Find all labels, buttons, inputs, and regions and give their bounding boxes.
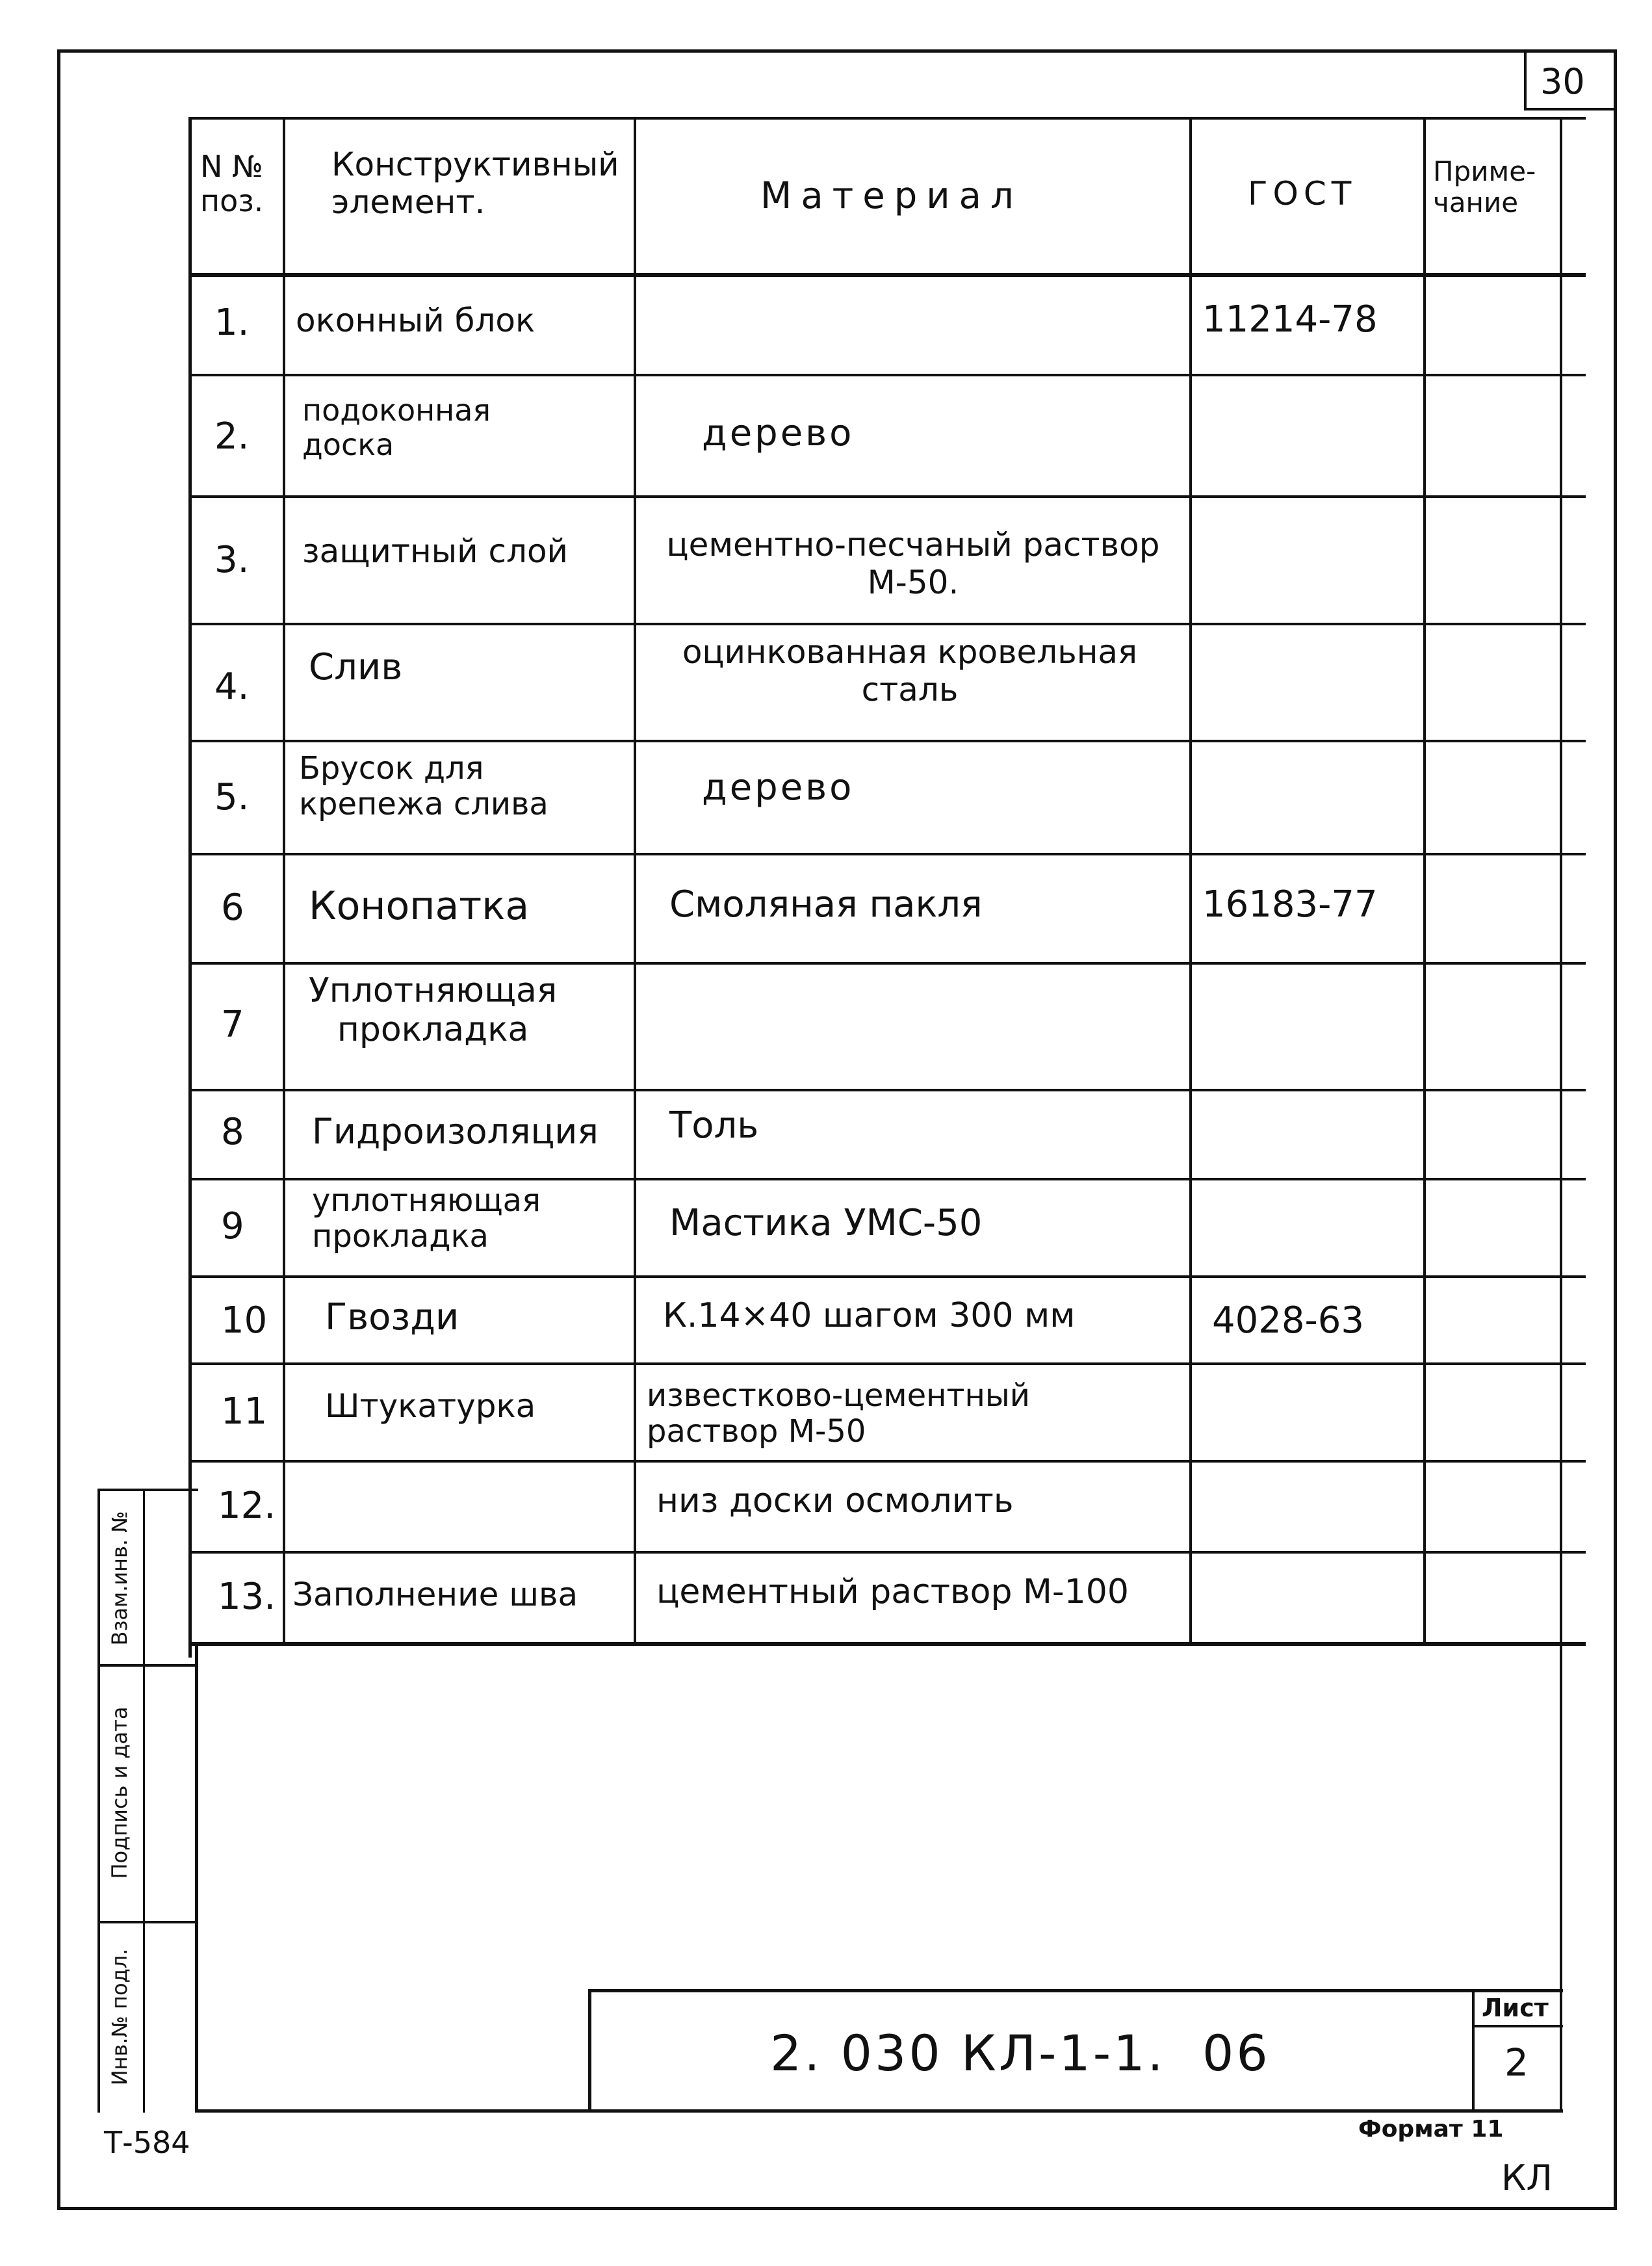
row-11-num: 11 xyxy=(221,1390,268,1433)
row-5-element: Брусок для крепежа слива xyxy=(299,750,549,823)
row-11-element: Штукатурка xyxy=(325,1387,536,1425)
row-line xyxy=(188,740,1586,742)
row-line xyxy=(188,1275,1586,1278)
footer-left-code: Т-584 xyxy=(104,2125,190,2160)
row-5-num: 5. xyxy=(214,776,250,818)
row-4-element: Слив xyxy=(309,646,403,688)
row-8-num: 8 xyxy=(221,1111,244,1153)
row-2-element: подоконная доска xyxy=(302,393,491,462)
sheet-value: 2 xyxy=(1504,2040,1529,2085)
sheet-number-box-left xyxy=(1524,52,1527,109)
side-stamp-field-1: Взам.инв. № xyxy=(107,1511,132,1646)
header-element: Конструктивный элемент. xyxy=(331,146,619,221)
side-stamp-left xyxy=(97,1489,100,2113)
title-block-sheet-sep xyxy=(1472,1989,1475,2113)
row-1-element: оконный блок xyxy=(296,302,536,339)
row-12-material: низ доски осмолить xyxy=(656,1481,1014,1520)
frame-right-line xyxy=(1614,49,1617,2210)
row-2-num: 2. xyxy=(214,415,250,458)
side-stamp-field-2: Подпись и дата xyxy=(107,1706,132,1879)
row-3-num: 3. xyxy=(214,539,250,581)
row-line xyxy=(188,374,1586,376)
row-13-num: 13. xyxy=(218,1576,276,1618)
row-1-num: 1. xyxy=(214,302,250,344)
col-sep-4 xyxy=(1423,117,1426,1645)
row-10-gost: 4028-63 xyxy=(1212,1299,1364,1342)
footer-initials: КЛ xyxy=(1501,2157,1553,2198)
sheet-label: Лист xyxy=(1482,1994,1549,2022)
table-border-right xyxy=(1560,117,1562,1645)
row-line xyxy=(188,1460,1586,1463)
row-3-element: защитный слой xyxy=(302,532,569,570)
row-6-element: Конопатка xyxy=(309,883,530,929)
sheet-number-top: 30 xyxy=(1540,61,1585,102)
col-sep-3 xyxy=(1189,117,1192,1645)
row-10-material: К.14×40 шагом 300 мм xyxy=(663,1296,1076,1335)
document-code: 2. 030 КЛ-1-1. 06 xyxy=(770,2024,1271,2082)
row-line xyxy=(188,1551,1586,1554)
col-sep-2 xyxy=(634,117,636,1645)
row-13-material: цементный раствор М-100 xyxy=(656,1572,1129,1611)
row-line xyxy=(188,1362,1586,1365)
spec-table xyxy=(188,117,1586,1658)
row-line xyxy=(188,853,1586,855)
row-13-element: Заполнение шва xyxy=(292,1576,578,1613)
col-sep-1 xyxy=(283,117,285,1645)
frame-left-line xyxy=(57,49,60,2210)
row-line xyxy=(188,962,1586,965)
row-5-material: дерево xyxy=(702,766,855,809)
title-block-left xyxy=(588,1989,591,2113)
row-8-element: Гидроизоляция xyxy=(312,1111,599,1152)
side-stamp xyxy=(97,1489,198,2113)
table-bottom-line xyxy=(188,1642,1586,1646)
header-material: Материал xyxy=(760,175,1023,217)
footer-format: Формат 11 xyxy=(1358,2116,1504,2142)
title-block-top xyxy=(588,1989,1563,1992)
row-7-num: 7 xyxy=(221,1004,244,1046)
header-bottom-line xyxy=(188,273,1586,277)
row-4-num: 4. xyxy=(214,666,250,708)
row-line xyxy=(188,1089,1586,1091)
row-9-element: уплотняющая прокладка xyxy=(312,1182,541,1255)
row-1-gost: 11214-78 xyxy=(1202,298,1378,341)
row-11-material: известково-цементный раствор М-50 xyxy=(647,1377,1030,1450)
title-block-sheet-label-sep xyxy=(1472,2025,1563,2027)
header-note: Приме- чание xyxy=(1433,155,1536,219)
row-9-num: 9 xyxy=(221,1205,244,1247)
row-line xyxy=(188,623,1586,625)
frame-top-line xyxy=(57,49,1617,53)
row-7-element: Уплотняющая прокладка xyxy=(309,971,558,1049)
row-line xyxy=(188,495,1586,498)
row-10-num: 10 xyxy=(221,1299,268,1342)
row-line xyxy=(188,1178,1586,1180)
header-num: N № поз. xyxy=(200,149,264,218)
row-9-material: Мастика УМС-50 xyxy=(669,1202,983,1244)
header-gost: ГОСТ xyxy=(1248,175,1357,213)
side-stamp-field-3: Инв.№ подл. xyxy=(107,1948,132,2086)
row-10-element: Гвозди xyxy=(325,1296,459,1338)
row-6-num: 6 xyxy=(221,887,244,929)
row-12-num: 12. xyxy=(218,1485,276,1527)
row-6-gost: 16183-77 xyxy=(1202,883,1378,926)
table-border-top xyxy=(188,117,1586,120)
row-4-material: оцинкованная кровельная сталь xyxy=(682,633,1138,709)
row-2-material: дерево xyxy=(702,412,855,454)
frame-bottom-line xyxy=(57,2207,1617,2210)
title-block xyxy=(588,1989,1563,2113)
table-border-left xyxy=(188,117,192,1658)
row-6-material: Смоляная пакля xyxy=(669,883,983,926)
row-8-material: Толь xyxy=(669,1104,759,1147)
sheet-number-box-bottom xyxy=(1524,108,1615,111)
side-stamp-mid xyxy=(143,1489,145,2113)
row-3-material: цементно-песчаный раствор М-50. xyxy=(666,526,1160,601)
